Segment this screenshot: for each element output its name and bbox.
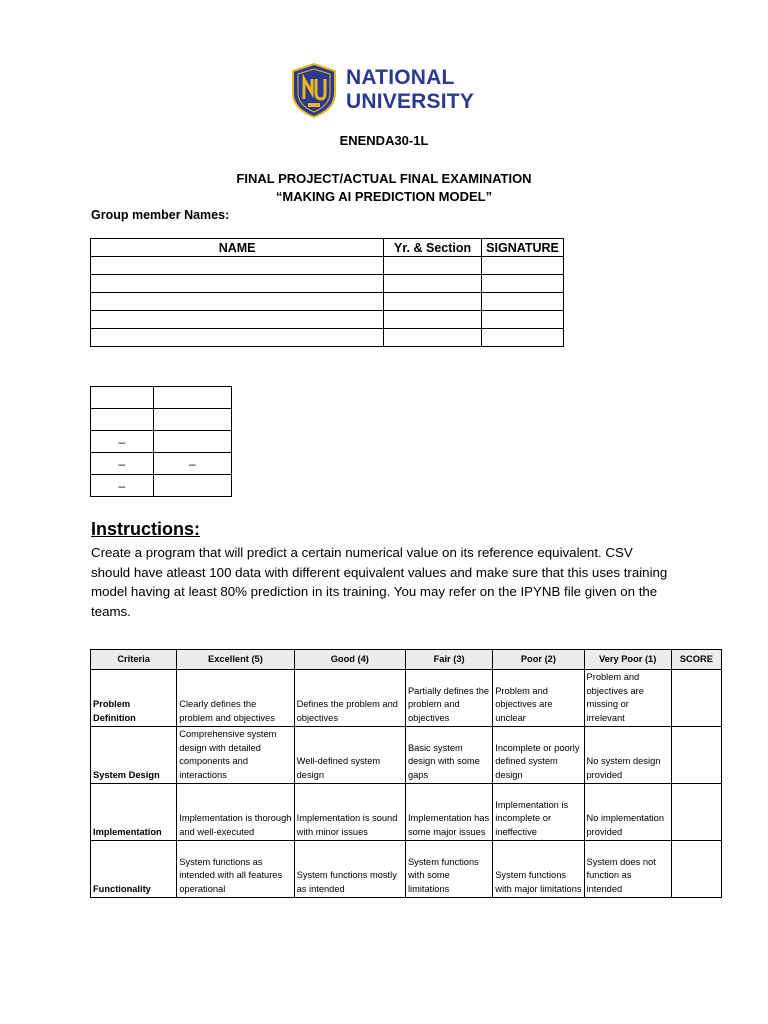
- good-cell: Well-defined system design: [294, 727, 405, 784]
- section-cell[interactable]: [384, 329, 482, 347]
- name-cell[interactable]: [91, 293, 384, 311]
- university-seal-icon: [291, 63, 337, 118]
- excellent-cell: System functions as intended with all features operational: [177, 841, 294, 898]
- name-cell[interactable]: [91, 257, 384, 275]
- name-cell[interactable]: [91, 329, 384, 347]
- poor-cell: System functions with major limitations: [493, 841, 584, 898]
- grade-cell-right: [153, 387, 231, 409]
- section-cell[interactable]: [384, 257, 482, 275]
- course-code: ENENDA30-1L: [339, 133, 429, 148]
- section-cell[interactable]: [384, 293, 482, 311]
- poor-cell: Implementation is incomplete or ineffective: [493, 784, 584, 841]
- rubric-header-excellent: Excellent (5): [177, 650, 294, 670]
- rubric-header-good: Good (4): [294, 650, 405, 670]
- grade-cell-left: –: [91, 453, 154, 475]
- poor-cell: Incomplete or poorly defined system design: [493, 727, 584, 784]
- very-poor-cell: No system design provided: [584, 727, 671, 784]
- logo-line-1: NATIONAL: [346, 66, 455, 89]
- table-row: [91, 475, 232, 497]
- group-members-table: [90, 238, 564, 347]
- signature-cell[interactable]: [482, 275, 564, 293]
- exam-title: FINAL PROJECT/ACTUAL FINAL EXAMINATION: [236, 171, 532, 186]
- very-poor-cell: System does not function as intended: [584, 841, 671, 898]
- rubric-header-criteria: Criteria: [91, 650, 177, 670]
- rubric-row: [91, 784, 722, 841]
- fair-cell: Basic system design with some gaps: [405, 727, 492, 784]
- score-cell[interactable]: [671, 727, 721, 784]
- very-poor-cell: Problem and objectives are missing or irrelevant: [584, 670, 671, 727]
- table-row: [91, 431, 232, 453]
- table-row: [91, 387, 232, 409]
- grade-cell-left: –: [91, 431, 154, 453]
- grade-cell-left: –: [91, 475, 154, 497]
- fair-cell: Implementation has some major issues: [405, 784, 492, 841]
- criteria-cell: Problem Definition: [91, 670, 177, 727]
- table-row: [91, 311, 564, 329]
- grade-cell-right: [153, 431, 231, 453]
- rubric-row: [91, 670, 722, 727]
- instructions-heading: Instructions:: [91, 519, 201, 539]
- criteria-cell: System Design: [91, 727, 177, 784]
- rubric-header-poor: Poor (2): [493, 650, 584, 670]
- grade-cell-left: [91, 409, 154, 431]
- table-row: [91, 409, 232, 431]
- instructions-text: Create a program that will predict a certain numerical value on its reference equivalent. CSV should have atleast 100 data with different equivalent values and make sure that this uses training model having at least 80% prediction in its training. You may refer on the IPYNB file given on the teams.: [91, 545, 668, 619]
- excellent-cell: Clearly defines the problem and objectives: [177, 670, 294, 727]
- signature-cell[interactable]: [482, 257, 564, 275]
- name-cell[interactable]: [91, 311, 384, 329]
- university-name: [346, 66, 474, 114]
- column-header-name: NAME: [91, 239, 384, 257]
- good-cell: System functions mostly as intended: [294, 841, 405, 898]
- column-header-section: Yr. & Section: [384, 239, 482, 257]
- excellent-cell: Implementation is thorough and well-executed: [177, 784, 294, 841]
- name-cell[interactable]: [91, 275, 384, 293]
- rubric-header-very-poor: Very Poor (1): [584, 650, 671, 670]
- signature-cell[interactable]: [482, 329, 564, 347]
- criteria-cell: Implementation: [91, 784, 177, 841]
- score-cell[interactable]: [671, 670, 721, 727]
- table-row: [91, 453, 232, 475]
- table-header-row: [91, 239, 564, 257]
- column-header-signature: SIGNATURE: [482, 239, 564, 257]
- excellent-cell: Comprehensive system design with detailed components and interactions: [177, 727, 294, 784]
- table-row: [91, 275, 564, 293]
- signature-cell[interactable]: [482, 311, 564, 329]
- logo-line-2: UNIVERSITY: [346, 90, 475, 113]
- grade-cell-right: –: [153, 453, 231, 475]
- rubric-row: [91, 727, 722, 784]
- project-title: “MAKING AI PREDICTION MODEL”: [275, 189, 493, 204]
- fair-cell: Partially defines the problem and objectives: [405, 670, 492, 727]
- rubric-header-fair: Fair (3): [405, 650, 492, 670]
- grade-cell-right: [153, 409, 231, 431]
- grade-cell-right: [153, 475, 231, 497]
- table-row: [91, 329, 564, 347]
- criteria-cell: Functionality: [91, 841, 177, 898]
- table-row: [91, 293, 564, 311]
- group-members-label: Group member Names:: [91, 208, 230, 222]
- poor-cell: Problem and objectives are unclear: [493, 670, 584, 727]
- very-poor-cell: No implementation provided: [584, 784, 671, 841]
- rubric-row: [91, 841, 722, 898]
- score-cell[interactable]: [671, 784, 721, 841]
- good-cell: Implementation is sound with minor issues: [294, 784, 405, 841]
- university-logo: [291, 62, 491, 118]
- score-cell[interactable]: [671, 841, 721, 898]
- rubric-header-score: SCORE: [671, 650, 721, 670]
- good-cell: Defines the problem and objectives: [294, 670, 405, 727]
- grade-cell-left: [91, 387, 154, 409]
- signature-cell[interactable]: [482, 293, 564, 311]
- section-cell[interactable]: [384, 311, 482, 329]
- section-cell[interactable]: [384, 275, 482, 293]
- grade-table: [90, 386, 232, 497]
- rubric-table: [90, 649, 722, 898]
- fair-cell: System functions with some limitations: [405, 841, 492, 898]
- table-row: [91, 257, 564, 275]
- rubric-header-row: [91, 650, 722, 670]
